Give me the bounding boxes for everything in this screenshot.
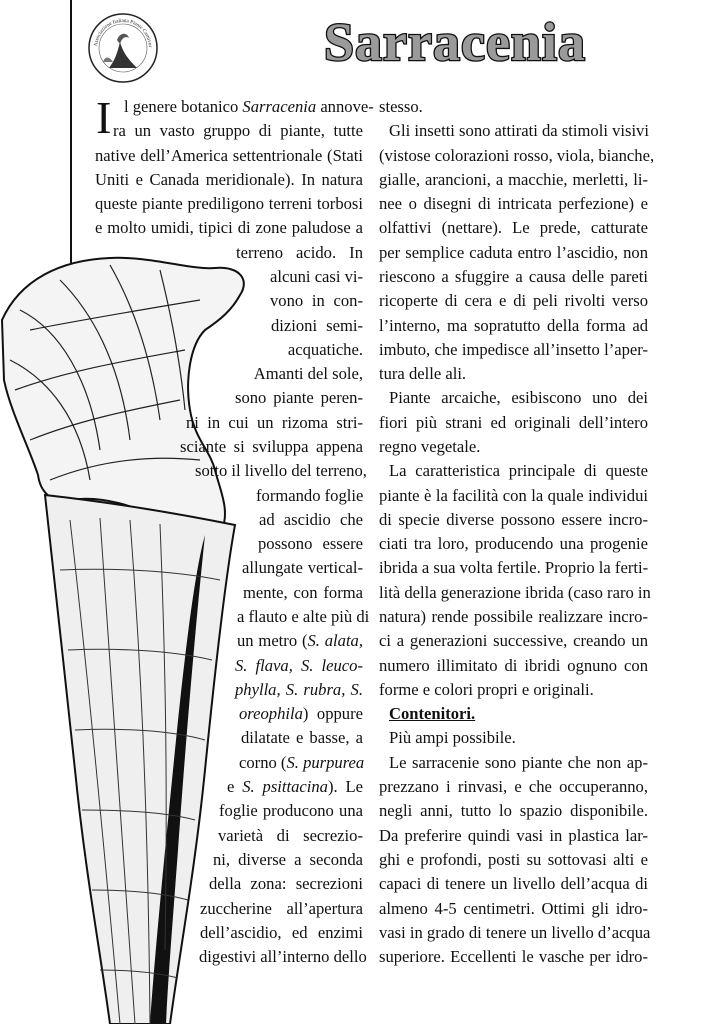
text-line: allungate vertical- [242,558,363,577]
logo-text: Associazione Italiana Piante Carnivor [93,17,153,48]
text-line: ni in cui un rizoma stri- [186,413,363,432]
text-line: ra un vasto gruppo di piante, tutte [113,121,363,140]
text-line: ad ascidio che [259,510,363,529]
text-line: Amanti del sole, [253,364,363,383]
text-line: superiore. Eccellenti le vasche per idro- [379,947,648,966]
text-line: ricoperte di cera e di peli rivolti verso [379,291,648,310]
text-line: per semplice caduta entro l’ascidio, non [379,243,648,262]
text-line: Piante arcaiche, esibiscono uno dei [389,388,648,407]
text-line: dilatate e basse, a [241,728,363,747]
text-line: vasi in grado di tenere un livello d’acqua [379,923,651,942]
text-line: sciante si sviluppa appena [180,437,363,456]
text-line: natura) rende possibile realizzare incro- [379,607,648,626]
text-line: Gli insetti sono attirati da stimoli visivi [389,121,649,140]
text-line: ghi e profondi, posti su sottovasi alti e [379,850,648,869]
text-line: oreophila) oppure [239,704,363,723]
text-line: ciati tra loro, producendo una progenie [379,534,648,553]
text-line: l’interno, ma sopratutto della forma ad [379,316,648,335]
text-line: riescono a sfuggire a causa delle pareti [379,267,648,286]
text-line: numero illimitato di ibridi ognuno con [379,656,648,675]
text-line: regno vegetale. [379,437,481,456]
page-title [255,8,655,78]
text-line: sotto il livello del terreno, [195,461,367,480]
text-line: foglie producono una [219,801,363,820]
text-line: e molto umidi, tipici di zone paludose a [95,218,363,237]
association-logo [87,12,159,84]
text-line: gialle, arancioni, a macchie, merletti, li- [379,170,648,189]
text-line: mente, con forma [243,583,363,602]
text-line: l genere botanico Sarracenia annove- [124,97,374,116]
text-line: negli anni, tutto lo spazio disponibile. [379,801,648,820]
text-line: e S. psittacina). Le [227,777,363,796]
text-line: digestivi all’interno dello [199,947,367,966]
text-line: olfattivi (nettare). Le prede, catturate [379,218,648,237]
text-line: possono essere [258,534,363,553]
text-line: terreno acido. In [236,243,363,262]
text-line: (vistose colorazioni rosso, viola, bianche, [379,146,655,165]
text-line: ni, diverse a seconda [213,850,363,869]
text-line: lità della generazione ibrida (caso raro in [379,583,651,602]
text-line: Uniti e Canada meridionale). In natura [95,170,363,189]
text-line: acquatiche. [287,340,363,359]
text-line: prezzano i rinvasi, e che occuperanno, [379,777,648,796]
text-line: della zona: secrezioni [209,874,363,893]
text-line: Più ampi possibile. [389,728,516,747]
text-line: ci a generazioni successive, creando un [379,631,648,650]
text-line: sono piante peren- [235,388,363,407]
logo-emblem [87,12,159,84]
text-line: stesso. [379,97,423,116]
text-line: forme e colori propri e originali. [379,680,594,699]
text-line: capaci di tenere un livello dell’acqua di [379,874,648,893]
text-line: S. flava, S. leuco- [235,656,363,675]
text-line: a flauto e alte più di [237,607,370,626]
drop-cap: I [96,92,112,143]
text-line: queste piante prediligono terreni torbosi [95,194,363,213]
vertical-rule [70,0,72,272]
text-line: tura delle ali. [379,364,467,383]
text-line: zuccherine all’apertura [200,899,363,918]
text-line: alcuni casi vi- [270,267,364,286]
text-line: un metro (S. alata, [237,631,363,650]
text-line: fiori più strani ed originali dell’intero [379,413,648,432]
text-line: almeno 4-5 centimetri. Ottimi gli idro- [379,899,648,918]
text-line: phylla, S. rubra, S. [235,680,363,699]
text-line: La caratteristica principale di queste [389,461,648,480]
text-line: dizioni semi- [271,316,363,335]
text-line: dell’ascidio, ed enzimi [200,923,363,942]
text-line: vono in con- [270,291,363,310]
text-line: corno (S. purpurea [239,753,365,772]
text-line: ibrida a sua volta fertile. Proprio la ferti- [379,558,649,577]
section-heading: Contenitori. [389,704,476,723]
text-line: native dell’America settentrionale (Stati [95,146,363,165]
text-line: imbuto, che impedisce all’insetto l’aper- [379,340,648,359]
title-text: Sarracenia [324,12,586,72]
text-line: nee o disegni di intricata perfezione) e [379,194,648,213]
text-line: piante è la facilità con la quale individui [379,486,648,505]
text-line: varietà di secrezio- [218,826,363,845]
text-line: formando foglie [256,486,364,505]
text-line: Le sarracenie sono piante che non ap- [389,753,648,772]
text-line: di specie diverse possono essere incro- [379,510,648,529]
text-line: Da preferire quindi vasi in plastica lar- [379,826,648,845]
